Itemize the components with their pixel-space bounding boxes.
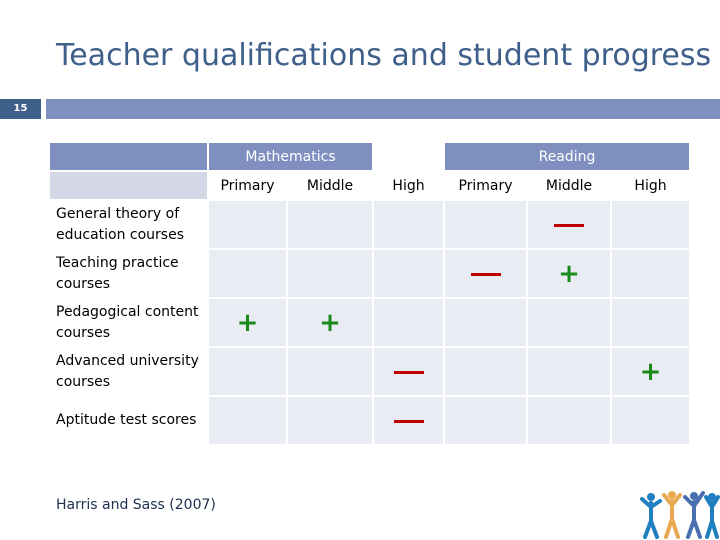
level-header: Primary xyxy=(444,171,527,200)
positive-effect-mark: + xyxy=(639,356,662,387)
row-label: Teaching practice courses xyxy=(49,249,208,298)
title-underline-band xyxy=(46,99,720,119)
table-row xyxy=(49,347,690,396)
table-cell xyxy=(527,347,611,396)
table-cell xyxy=(527,249,611,298)
subject-header-reading: Reading xyxy=(444,142,690,171)
row-label: Pedagogical content courses xyxy=(49,298,208,347)
people-logo-icon xyxy=(636,487,720,540)
person-figure-icon xyxy=(642,493,660,537)
person-figure-icon xyxy=(706,493,718,537)
person-figure-icon xyxy=(685,492,703,537)
table-cell xyxy=(444,249,527,298)
table-body xyxy=(49,200,690,445)
table-cell xyxy=(287,347,373,396)
table-cell xyxy=(611,200,690,249)
subject-header-row xyxy=(49,142,690,171)
row-label: General theory of education courses xyxy=(49,200,208,249)
table-cell xyxy=(527,396,611,445)
table-cell xyxy=(444,200,527,249)
positive-effect-mark: + xyxy=(236,307,259,338)
table-row xyxy=(49,298,690,347)
results-table xyxy=(48,141,691,446)
negative-effect-mark xyxy=(554,224,584,227)
table-cell xyxy=(373,347,444,396)
level-header: Middle xyxy=(287,171,373,200)
table-cell xyxy=(373,200,444,249)
table-cell xyxy=(373,249,444,298)
table-cell xyxy=(527,200,611,249)
positive-effect-mark: + xyxy=(558,258,580,289)
table-cell xyxy=(611,249,690,298)
row-label: Advanced university courses xyxy=(49,347,208,396)
table-cell xyxy=(444,347,527,396)
table-cell xyxy=(287,298,373,347)
table-cell xyxy=(611,298,690,347)
table-cell xyxy=(208,396,287,445)
table-row xyxy=(49,249,690,298)
table-cell xyxy=(444,396,527,445)
citation: Harris and Sass (2007) xyxy=(56,497,216,513)
table-cell xyxy=(208,249,287,298)
table-cell xyxy=(444,298,527,347)
level-header: Primary xyxy=(208,171,287,200)
table-cell xyxy=(287,249,373,298)
header-gap xyxy=(373,142,444,171)
level-header: Middle xyxy=(527,171,611,200)
table-cell xyxy=(611,347,690,396)
table-cell xyxy=(373,396,444,445)
table-cell xyxy=(208,347,287,396)
table-cell xyxy=(373,298,444,347)
table-row xyxy=(49,200,690,249)
positive-effect-mark: + xyxy=(319,307,341,338)
table-cell xyxy=(208,200,287,249)
table-cell xyxy=(208,298,287,347)
table-cell xyxy=(611,396,690,445)
person-figure-icon xyxy=(664,491,680,537)
negative-effect-mark xyxy=(394,371,424,374)
level-header: High xyxy=(611,171,690,200)
table-cell xyxy=(287,200,373,249)
row-label: Aptitude test scores xyxy=(49,396,208,445)
table-row xyxy=(49,396,690,445)
negative-effect-mark xyxy=(394,420,424,423)
subject-header-mathematics: Mathematics xyxy=(208,142,373,171)
level-header: High xyxy=(373,171,444,200)
level-header-corner xyxy=(49,171,208,200)
level-header-row xyxy=(49,171,690,200)
negative-effect-mark xyxy=(471,273,501,276)
slide-number: 15 xyxy=(0,99,41,119)
header-corner xyxy=(49,142,208,171)
table-cell xyxy=(527,298,611,347)
table-cell xyxy=(287,396,373,445)
slide-title: Teacher qualifications and student progress xyxy=(56,38,712,73)
